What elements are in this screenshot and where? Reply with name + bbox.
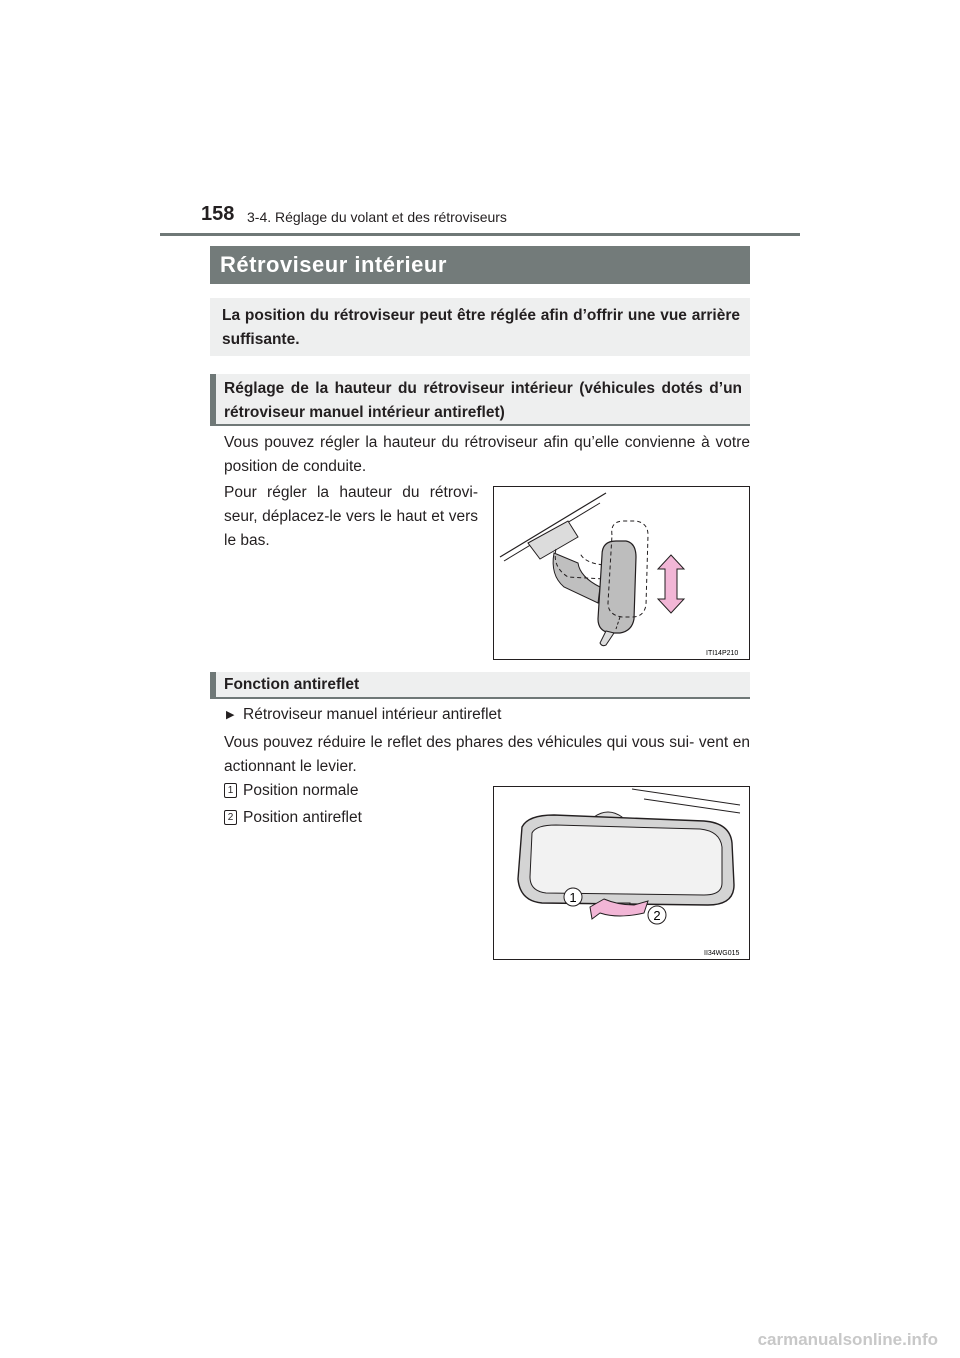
page-number: 158	[201, 203, 235, 225]
bullet-manual-antiglare: Rétroviseur manuel intérieur antireflet	[243, 706, 502, 723]
subheading-height-adjust: Réglage de la hauteur du rétroviseur intérieur (véhicules dotés d’un rétroviseur manuel intérieur antireflet)	[224, 380, 742, 421]
subheading-rule	[210, 697, 750, 699]
callout-1: 1	[569, 890, 577, 905]
mirror-height-illustration	[494, 487, 749, 659]
item-normal-position: Position normale	[243, 782, 359, 799]
running-head: 3-4. Réglage du volant et des rétroviseurs	[247, 209, 507, 225]
up-down-arrow-icon	[658, 555, 684, 613]
item-antiglare-position: Position antireflet	[243, 809, 362, 826]
intro-text: La position du rétroviseur peut être réglée afin d’offrir une vue arrière suffisante.	[222, 307, 740, 348]
subheading-antiglare: Fonction antireflet	[224, 676, 360, 693]
item-number-badge: 1	[224, 783, 237, 798]
section-title: Rétroviseur intérieur	[220, 252, 447, 277]
height-adjust-instruction: Pour régler la hauteur du rétrovi- seur, déplacez-le vers le haut et vers le bas.	[224, 484, 478, 549]
watermark: carmanualsonline.info	[757, 1330, 938, 1349]
antiglare-paragraph: Vous pouvez réduire le reflet des phares des véhicules qui vous sui- vent en actionnant le levier.	[224, 734, 750, 775]
figure-mirror-lever	[493, 786, 750, 960]
figure-code-1: ITI14P210	[706, 650, 739, 657]
mirror-lever-illustration	[494, 787, 749, 959]
item-number-badge: 2	[224, 810, 237, 825]
header-divider	[160, 233, 800, 236]
figure-mirror-height	[493, 486, 750, 660]
callout-2: 2	[653, 908, 661, 923]
bullet-arrow-icon: ▶	[226, 709, 235, 721]
height-adjust-paragraph: Vous pouvez régler la hauteur du rétroviseur afin qu’elle convienne à votre position de conduite.	[224, 434, 750, 475]
figure-code-2: II34WG015	[704, 950, 740, 957]
